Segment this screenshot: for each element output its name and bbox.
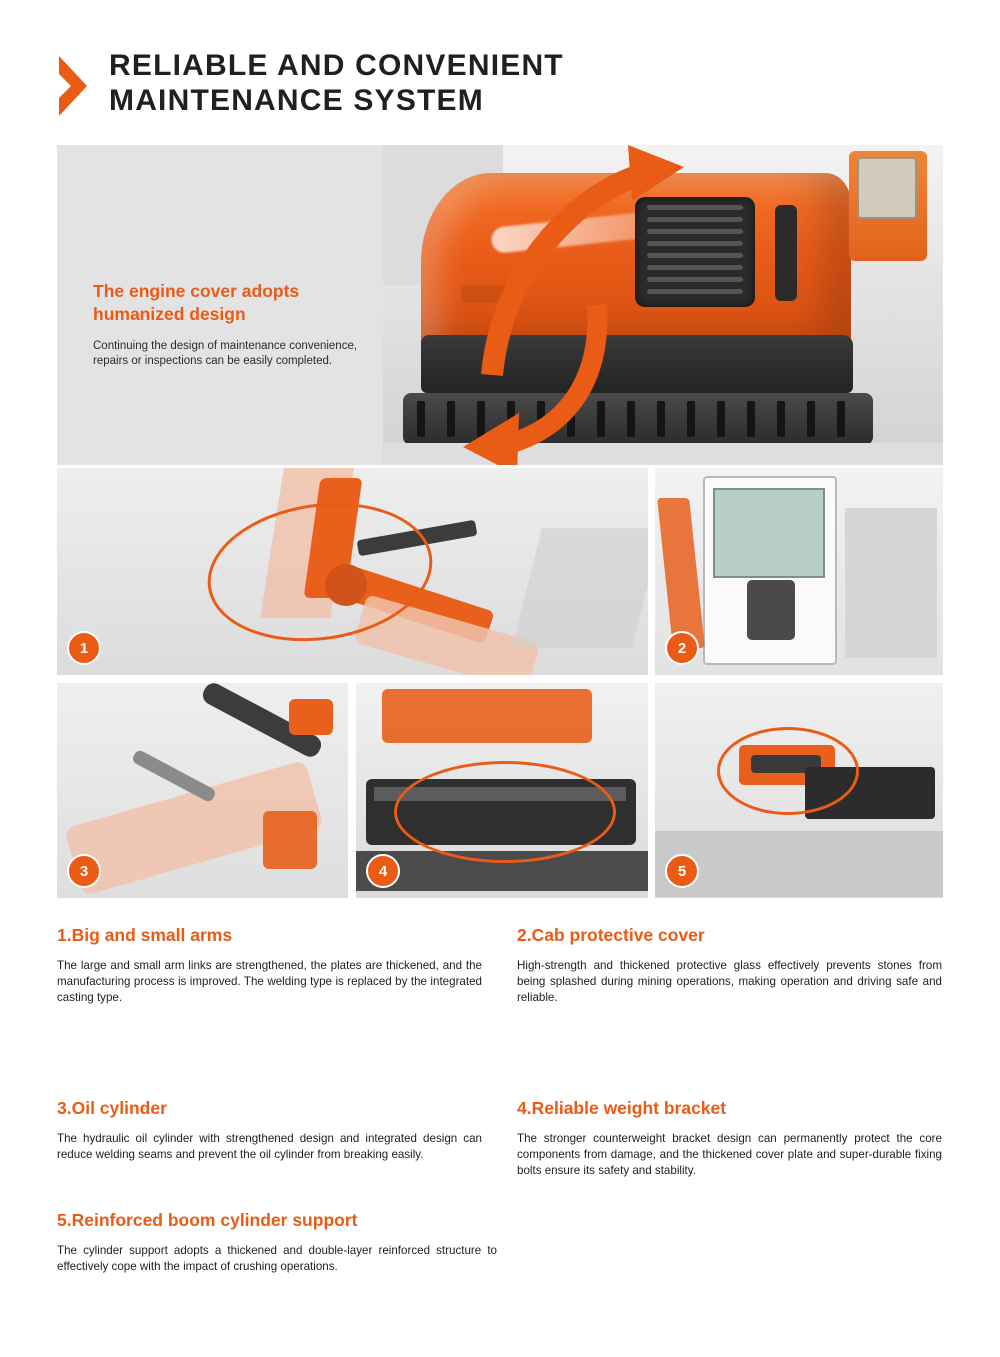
gallery-cell-1 [57,468,648,675]
gallery-badge-1: 1 [67,631,101,665]
cab-glass [857,157,917,219]
feature-body-4: The stronger counterweight bracket design can permanently protect the core components from damage, and the thickened cover plate and super-durable fixing bolts ensure its safety and stability. [517,1132,942,1177]
feature-block-5 [57,1210,497,1275]
hero-body: Continuing the design of maintenance convenience, repairs or inspections can be easily completed. [93,339,358,368]
page-title [109,48,564,119]
gallery-badge-3: 3 [67,854,101,888]
gallery-cell-5 [655,683,943,898]
undercarriage-ghost [655,831,943,897]
arm-joint [263,811,317,869]
feature-body-5: The cylinder support adopts a thickened and double-layer reinforced structure to effectively cope with the impact of crushing operations. [57,1244,497,1273]
page-title-line1: RELIABLE AND CONVENIENT [109,49,564,82]
curved-arrow-down-icon [427,295,657,465]
feature-body-1: The large and small arm links are strengthened, the plates are thickened, and the manufacturing process is improved. The welding type is replaced by the integrated casting type. [57,959,482,1004]
hero-panel [57,145,943,465]
feature-title-5: 5.Reinforced boom cylinder support [57,1210,358,1230]
feature-block-1 [57,925,482,1006]
gallery-badge-5: 5 [665,854,699,888]
machine-side-ghost [845,508,937,658]
chevron-right-icon [57,52,93,124]
feature-body-2: High-strength and thickened protective glass effectively prevents stones from being splashed during mining operations, making operation and driving safe and reliable. [517,959,942,1004]
hero-text-block [93,280,363,381]
gallery-cell-2 [655,468,943,675]
ellipse-highlight-4 [394,761,616,863]
page-title-line2: MAINTENANCE SYSTEM [109,84,484,118]
feature-title-4: 4.Reliable weight bracket [517,1098,727,1118]
feature-block-2 [517,925,942,1006]
ellipse-highlight-5 [717,727,859,815]
hero-heading: The engine cover adopts humanized design [93,281,300,325]
feature-body-3: The hydraulic oil cylinder with strengthened design and integrated design can reduce welding seams and prevent the oil cylinder from breaking easily. [57,1132,482,1161]
feature-block-3 [57,1098,482,1163]
gallery-cell-4 [356,683,648,898]
gallery-badge-4: 4 [366,854,400,888]
gallery-badge-2: 2 [665,631,699,665]
operator-seat [747,580,795,640]
feature-title-2: 2.Cab protective cover [517,925,705,945]
counterweight-top [382,689,592,743]
gallery-cell-3 [57,683,348,898]
feature-title-3: 3.Oil cylinder [57,1098,167,1118]
cab-window-glass [713,488,825,578]
feature-block-4 [517,1098,942,1179]
feature-title-1: 1.Big and small arms [57,925,233,945]
side-vent [775,205,797,301]
page-header [57,48,564,120]
cylinder-mount [289,699,333,735]
